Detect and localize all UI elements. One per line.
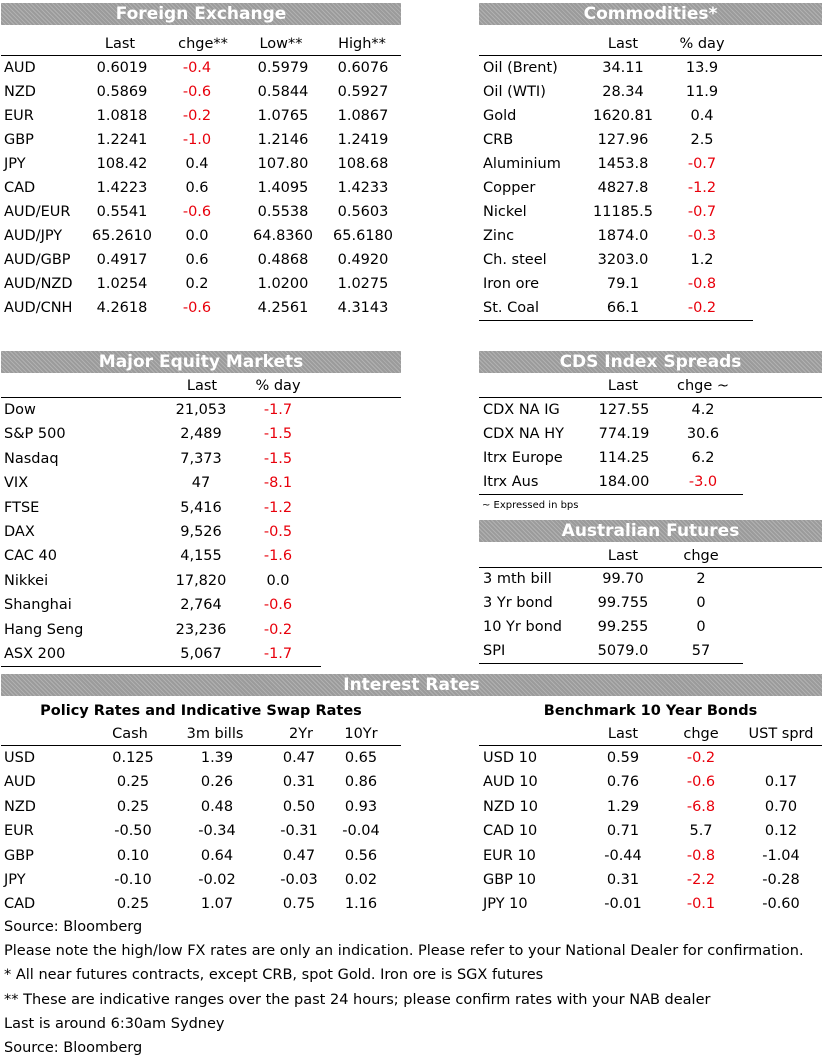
commodities-cell: -0.8 <box>687 276 717 292</box>
bonds-col-header: Last <box>607 726 639 742</box>
fx-cell: 1.0765 <box>257 108 309 124</box>
fx-cell: 0.2 <box>185 276 209 292</box>
bonds-row <box>0 892 824 916</box>
fx-cell: 0.4868 <box>257 252 309 268</box>
policy-cell: 0.50 <box>282 798 316 815</box>
commodities-cell: 28.34 <box>602 84 644 100</box>
futures-col-header: chge <box>683 548 719 564</box>
bonds-cell: NZD 10 <box>483 798 539 815</box>
cds-cell: Itrx Aus <box>483 474 539 490</box>
cds-section-header: CDS Index Spreads <box>479 351 822 373</box>
cds-row <box>0 446 824 470</box>
equity-cell: CAC 40 <box>4 548 57 565</box>
commodities-cell: Zinc <box>483 228 515 244</box>
bonds-cell: 1.29 <box>606 798 640 815</box>
bonds-cell: GBP 10 <box>483 872 536 888</box>
equity-cell: 17,820 <box>175 572 227 589</box>
equity-col-header: % day <box>255 378 301 394</box>
equity-section-header: Major Equity Markets <box>1 351 401 373</box>
policy-cell: -0.10 <box>114 872 152 888</box>
fx-col-header: chge** <box>178 36 228 52</box>
cds-bottom-rule <box>479 494 743 495</box>
bonds-cell: EUR 10 <box>483 847 536 864</box>
fx-cell: 1.0818 <box>96 108 148 124</box>
bonds-row <box>0 795 824 819</box>
policy-cell: 0.25 <box>116 896 150 913</box>
policy-cell: 0.31 <box>282 774 316 791</box>
bonds-cell: 0.59 <box>606 750 640 766</box>
equity-cell: 9,526 <box>180 524 222 540</box>
futures-cell: 3 mth bill <box>483 571 552 587</box>
commodities-cell: 1874.0 <box>597 228 649 244</box>
equity-cell: 47 <box>191 475 211 492</box>
bonds-cell: 0.71 <box>606 823 640 840</box>
policy-cell: 0.10 <box>116 847 150 864</box>
commodities-cell: 2.5 <box>690 132 714 148</box>
fx-cell: 1.0254 <box>96 276 148 292</box>
cds-cell: 4.2 <box>691 402 715 418</box>
fx-cell: GBP <box>4 132 34 148</box>
bonds-cell: 0.17 <box>764 774 798 791</box>
fx-cell: 0.6019 <box>96 60 148 76</box>
bonds-subtitle: Benchmark 10 Year Bonds <box>543 703 758 719</box>
commodities-cell: CRB <box>483 132 514 148</box>
equity-cell: Hang Seng <box>4 621 84 638</box>
fx-cell: 65.2610 <box>92 228 152 244</box>
cds-cell: 6.2 <box>691 450 715 466</box>
cds-cell: 30.6 <box>686 426 720 442</box>
fx-cell: 0.5979 <box>257 60 309 76</box>
fx-cell: 108.68 <box>337 156 389 172</box>
commodities-cell: 66.1 <box>606 300 640 316</box>
bonds-cell: AUD 10 <box>483 774 538 791</box>
policy-cell: CAD <box>4 896 36 913</box>
commodities-cell: Aluminium <box>483 156 561 172</box>
commodities-cell: Iron ore <box>483 276 540 292</box>
commodities-cell: -0.3 <box>687 228 717 244</box>
futures-cell: 57 <box>691 643 711 659</box>
commodities-cell: 11185.5 <box>593 204 653 220</box>
commodities-row <box>0 56 824 80</box>
fx-cell: 1.2146 <box>257 132 309 148</box>
commodities-cell: 0.4 <box>690 108 714 124</box>
policy-cell: -0.03 <box>280 872 318 888</box>
equity-cell: 21,053 <box>175 402 227 418</box>
policy-col-header: 3m bills <box>186 726 244 742</box>
fx-cell: AUD/CNH <box>4 300 73 316</box>
bonds-row <box>0 844 824 868</box>
fx-cell: 0.5844 <box>257 84 309 100</box>
fx-cell: -0.6 <box>182 84 212 100</box>
policy-cell: EUR <box>4 823 34 840</box>
policy-cell: 1.16 <box>344 896 378 913</box>
commodities-cell: Ch. steel <box>483 252 547 268</box>
equity-cell: -1.5 <box>263 426 293 443</box>
bonds-cell: -0.28 <box>762 872 800 888</box>
commodities-cell: 1620.81 <box>593 108 653 124</box>
commodities-row <box>0 128 824 152</box>
commodities-cell: 1.2 <box>690 252 714 268</box>
fx-cell: 1.2419 <box>337 132 389 148</box>
cds-cell: CDX NA HY <box>483 426 564 442</box>
bonds-cell: 0.31 <box>606 872 640 888</box>
commodities-cell: Oil (WTI) <box>483 84 546 100</box>
equity-bottom-rule <box>1 666 321 667</box>
futures-row <box>0 639 824 663</box>
footnote-line: * All near futures contracts, except CRB, spot Gold. Iron ore is SGX futures <box>4 967 544 984</box>
cds-cell: CDX NA IG <box>483 402 560 418</box>
fx-cell: 0.5541 <box>96 204 148 220</box>
fx-cell: AUD/EUR <box>4 204 71 220</box>
commodities-cell: Oil (Brent) <box>483 60 558 76</box>
policy-cell: 0.47 <box>282 847 316 864</box>
equity-cell: 5,067 <box>180 646 222 662</box>
fx-cell: 4.2618 <box>96 300 148 316</box>
policy-cell: 1.07 <box>200 896 234 913</box>
policy-cell: -0.02 <box>198 872 236 888</box>
equity-cell: Nikkei <box>4 572 49 589</box>
equity-cell: -0.6 <box>263 597 293 614</box>
footnote-line: Last is around 6:30am Sydney <box>4 1015 225 1032</box>
policy-cell: 0.48 <box>200 798 234 815</box>
commodities-cell: 3203.0 <box>597 252 649 268</box>
commodities-cell: 11.9 <box>685 84 719 100</box>
fx-cell: AUD/JPY <box>4 228 63 244</box>
equity-cell: -1.7 <box>263 402 293 418</box>
commodities-row <box>0 200 824 224</box>
policy-subtitle: Policy Rates and Indicative Swap Rates <box>40 703 362 719</box>
commodities-cell: 4827.8 <box>597 180 649 196</box>
fx-cell: 0.5603 <box>337 204 389 220</box>
commodities-cell: 34.11 <box>602 60 644 76</box>
policy-cell: 0.26 <box>200 774 234 791</box>
fx-cell: -0.2 <box>182 108 212 124</box>
commodities-row <box>0 224 824 248</box>
cds-row <box>0 398 824 422</box>
bonds-cell <box>740 746 822 770</box>
futures-row <box>0 615 824 639</box>
footnote-line: Please note the high/low FX rates are only an indication. Please refer to your National Dealer for confirmation. <box>4 943 804 960</box>
equity-cell: ASX 200 <box>4 646 66 662</box>
policy-col-header: 2Yr <box>288 726 314 742</box>
commodities-cell: 1453.8 <box>597 156 649 172</box>
bonds-cell: -0.44 <box>604 847 642 864</box>
fx-cell: 4.3143 <box>337 300 389 316</box>
commodities-cell: Nickel <box>483 204 527 220</box>
footnote-line: ** These are indicative ranges over the past 24 hours; please confirm rates with your NAB dealer <box>4 991 711 1008</box>
commodities-cell: 13.9 <box>685 60 719 76</box>
fx-cell: 1.0200 <box>257 276 309 292</box>
fx-cell: JPY <box>4 156 26 172</box>
fx-cell: 1.0275 <box>337 276 389 292</box>
equity-cell: -8.1 <box>263 475 293 492</box>
fx-cell: 65.6180 <box>333 228 393 244</box>
fx-cell: 0.6 <box>185 252 209 268</box>
cds-row <box>0 470 824 494</box>
equity-cell: Shanghai <box>4 597 72 614</box>
cds-cell: 114.25 <box>598 450 650 466</box>
bonds-cell: -2.2 <box>686 872 716 888</box>
fx-cell: 0.4917 <box>96 252 148 268</box>
fx-cell: 108.42 <box>96 156 148 172</box>
commodities-col-header: Last <box>607 36 639 52</box>
futures-cell: 0 <box>696 619 706 635</box>
bonds-row <box>0 868 824 892</box>
futures-cell: 0 <box>696 595 706 611</box>
bonds-cell: 0.12 <box>764 823 798 840</box>
equity-cell: -0.5 <box>263 524 293 540</box>
equity-cell: -1.5 <box>263 450 293 467</box>
equity-cell: DAX <box>4 524 35 540</box>
footnote-line: Source: Bloomberg <box>4 919 143 935</box>
commodities-cell: 79.1 <box>606 276 640 292</box>
fx-cell: 1.4095 <box>257 180 309 196</box>
bonds-row <box>0 746 824 770</box>
fx-cell: 0.4920 <box>337 252 389 268</box>
commodities-cell: St. Coal <box>483 300 540 316</box>
bonds-col-header: chge <box>683 726 719 742</box>
futures-cell: SPI <box>483 643 506 659</box>
bonds-row <box>0 819 824 843</box>
policy-cell: -0.50 <box>114 823 152 840</box>
futures-row <box>0 591 824 615</box>
policy-cell: 0.25 <box>116 774 150 791</box>
cds-col-header: Last <box>607 378 639 394</box>
fx-cell: 1.4223 <box>96 180 148 196</box>
futures-row <box>0 567 824 591</box>
commodities-cell: -1.2 <box>687 180 717 196</box>
cds-cell: 127.55 <box>598 402 650 418</box>
equity-cell: 23,236 <box>175 621 227 638</box>
cds-row <box>0 422 824 446</box>
commodities-section-header: Commodities* <box>479 3 822 25</box>
commodities-cell: Copper <box>483 180 536 196</box>
policy-cell: 0.75 <box>282 896 316 913</box>
fx-cell: 0.4 <box>185 156 209 172</box>
bonds-cell: 0.76 <box>606 774 640 791</box>
policy-cell: -0.31 <box>280 823 318 840</box>
fx-cell: 0.0 <box>185 228 209 244</box>
bonds-row <box>0 770 824 794</box>
policy-cell: 0.65 <box>344 750 378 766</box>
cds-cell: 774.19 <box>598 426 650 442</box>
fx-cell: -0.4 <box>182 60 212 76</box>
policy-cell: 0.93 <box>344 798 378 815</box>
bonds-cell: -0.2 <box>686 750 716 766</box>
futures-bottom-rule <box>479 663 743 664</box>
policy-cell: -0.34 <box>198 823 236 840</box>
fx-section-header: Foreign Exchange <box>1 3 401 25</box>
equity-col-header: Last <box>186 378 218 394</box>
fx-cell: NZD <box>4 84 36 100</box>
fx-cell: EUR <box>4 108 34 124</box>
cds-cell: Itrx Europe <box>483 450 563 466</box>
commodities-cell: -0.7 <box>687 204 717 220</box>
equity-cell: -1.7 <box>263 646 293 662</box>
policy-cell: USD <box>4 750 35 766</box>
fx-cell: AUD/GBP <box>4 252 71 268</box>
fx-cell: 0.5927 <box>337 84 389 100</box>
cds-footnote: ~ Expressed in bps <box>482 500 579 511</box>
fx-cell: 64.8360 <box>253 228 313 244</box>
equity-cell: S&P 500 <box>4 426 66 443</box>
equity-cell: 4,155 <box>180 548 222 565</box>
futures-cell: 3 Yr bond <box>483 595 553 611</box>
fx-cell: 4.2561 <box>257 300 309 316</box>
commodities-cell: Gold <box>483 108 517 124</box>
commodities-row <box>0 248 824 272</box>
policy-cell: 0.02 <box>344 872 378 888</box>
fx-cell: 1.2241 <box>96 132 148 148</box>
policy-cell: 0.47 <box>282 750 316 766</box>
bonds-cell: USD 10 <box>483 750 538 766</box>
policy-col-header: Cash <box>112 726 148 742</box>
policy-cell: JPY <box>4 872 26 888</box>
fx-cell: -0.6 <box>182 300 212 316</box>
commodities-cell: -0.7 <box>687 156 717 172</box>
equity-row <box>0 496 824 520</box>
bonds-cell: -0.60 <box>762 896 800 913</box>
bonds-cell: -6.8 <box>686 798 716 815</box>
policy-cell: 0.56 <box>344 847 378 864</box>
equity-cell: 7,373 <box>180 450 222 467</box>
policy-col-header: 10Yr <box>344 726 378 742</box>
fx-col-header: Last <box>104 36 136 52</box>
bonds-cell: CAD 10 <box>483 823 538 840</box>
commodities-col-header: % day <box>679 36 725 52</box>
futures-cell: 99.70 <box>602 571 644 587</box>
policy-cell: NZD <box>4 798 36 815</box>
cds-cell: 184.00 <box>598 474 650 490</box>
commodities-row <box>0 104 824 128</box>
fx-cell: AUD <box>4 60 36 76</box>
fx-cell: -0.6 <box>182 204 212 220</box>
commodities-row <box>0 272 824 296</box>
cds-col-header: chge ~ <box>676 378 730 394</box>
futures-col-header: Last <box>607 548 639 564</box>
equity-cell: -0.2 <box>263 621 293 638</box>
fx-cell: AUD/NZD <box>4 276 73 292</box>
fx-cell: 0.6 <box>185 180 209 196</box>
commodities-bottom-rule <box>479 320 753 321</box>
commodities-row <box>0 296 824 320</box>
commodities-row <box>0 152 824 176</box>
policy-cell: -0.04 <box>342 823 380 840</box>
bonds-cell: 0.70 <box>764 798 798 815</box>
equity-cell: FTSE <box>4 499 40 516</box>
futures-cell: 5079.0 <box>597 643 649 659</box>
bonds-cell: JPY 10 <box>483 896 528 913</box>
fx-col-header: Low** <box>259 36 303 52</box>
equity-cell: -1.2 <box>263 499 293 516</box>
fx-cell: 107.80 <box>257 156 309 172</box>
bonds-cell: -0.1 <box>686 896 716 913</box>
equity-cell: 2,489 <box>180 426 222 443</box>
rates-section-header: Interest Rates <box>1 674 822 696</box>
equity-cell: Dow <box>4 402 36 418</box>
fx-cell: 0.5538 <box>257 204 309 220</box>
bonds-col-header: UST sprd <box>748 726 814 742</box>
futures-cell: 99.255 <box>597 619 649 635</box>
futures-cell: 99.755 <box>597 595 649 611</box>
bonds-cell: -0.01 <box>604 896 642 913</box>
commodities-row <box>0 176 824 200</box>
fx-cell: CAD <box>4 180 36 196</box>
fx-cell: 0.5869 <box>96 84 148 100</box>
bonds-cell: -1.04 <box>762 847 800 864</box>
bonds-cell: -0.8 <box>686 847 716 864</box>
policy-cell: 0.86 <box>344 774 378 791</box>
equity-cell: 2,764 <box>180 597 222 614</box>
commodities-row <box>0 80 824 104</box>
commodities-cell: -0.2 <box>687 300 717 316</box>
footnote-line: Source: Bloomberg <box>4 1040 143 1056</box>
bonds-cell: -0.6 <box>686 774 716 791</box>
fx-cell: 1.4233 <box>337 180 389 196</box>
bonds-cell: 5.7 <box>689 823 713 840</box>
policy-cell: 0.64 <box>200 847 234 864</box>
futures-cell: 10 Yr bond <box>483 619 562 635</box>
futures-cell: 2 <box>696 571 706 587</box>
equity-cell: 5,416 <box>180 499 222 516</box>
equity-cell: -1.6 <box>263 548 293 565</box>
policy-cell: 0.125 <box>112 750 154 766</box>
policy-cell: GBP <box>4 847 34 864</box>
futures-section-header: Australian Futures <box>479 520 822 542</box>
fx-cell: 1.0867 <box>337 108 389 124</box>
equity-cell: VIX <box>4 475 29 492</box>
equity-cell: 0.0 <box>266 572 290 589</box>
policy-cell: 1.39 <box>200 750 234 766</box>
policy-cell: AUD <box>4 774 36 791</box>
policy-cell: 0.25 <box>116 798 150 815</box>
commodities-cell: 127.96 <box>597 132 649 148</box>
fx-cell: -1.0 <box>182 132 212 148</box>
fx-col-header: High** <box>338 36 386 52</box>
equity-cell: Nasdaq <box>4 450 59 467</box>
cds-cell: -3.0 <box>688 474 718 490</box>
fx-cell: 0.6076 <box>337 60 389 76</box>
